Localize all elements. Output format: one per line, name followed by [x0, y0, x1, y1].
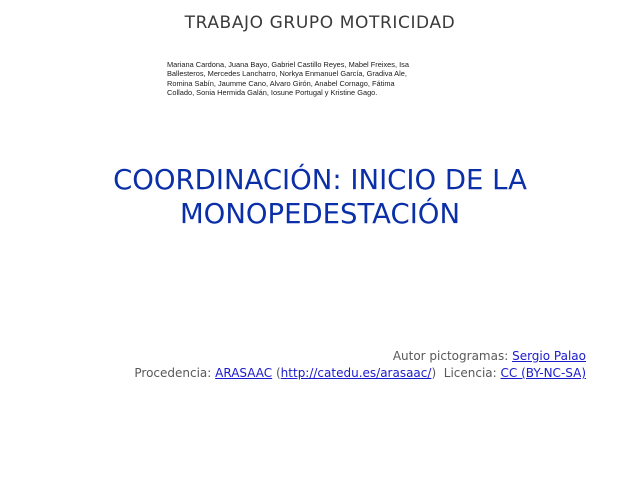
arasaac-link[interactable]: ARASAAC	[215, 366, 273, 380]
authors-line: Romina Sabín, Jaumme Cano, Alvaro Girón, Anabel Cornago, Fátima	[167, 78, 395, 88]
main-title-line-1: COORDINACIÓN: INICIO DE LA	[113, 164, 527, 196]
arasaac-url-link[interactable]: http://catedu.es/arasaac/	[280, 366, 432, 380]
authors-line: Collado, Sonia Hermida Galán, Iosune Portugal y Kristine Gago.	[167, 87, 378, 97]
paren-close: )	[431, 366, 437, 380]
authors-line: Ballesteros, Mercedes Lancharro, Norkya Enmanuel García, Gradiva Ale,	[167, 69, 407, 79]
sergio-palao-link[interactable]: Sergio Palao	[512, 349, 586, 363]
authors-line: Mariana Cardona, Juana Bayo, Gabriel Castillo Reyes, Mabel Freixes, Isa	[167, 60, 409, 69]
header-title: TRABAJO GRUPO MOTRICIDAD	[184, 13, 456, 33]
source-credit-line	[134, 365, 586, 382]
authors-list	[167, 60, 457, 97]
license-link[interactable]: CC (BY-NC-SA)	[500, 366, 586, 380]
paren-open: (	[272, 366, 281, 380]
main-title	[0, 163, 640, 231]
credits-block	[134, 348, 586, 382]
author-credit-line	[134, 348, 586, 365]
procedencia-label: Procedencia:	[134, 366, 216, 380]
autor-label: Autor pictogramas:	[392, 349, 513, 363]
main-title-line-2: MONOPEDESTACIÓN	[179, 198, 461, 230]
licencia-label: Licencia:	[436, 366, 501, 380]
